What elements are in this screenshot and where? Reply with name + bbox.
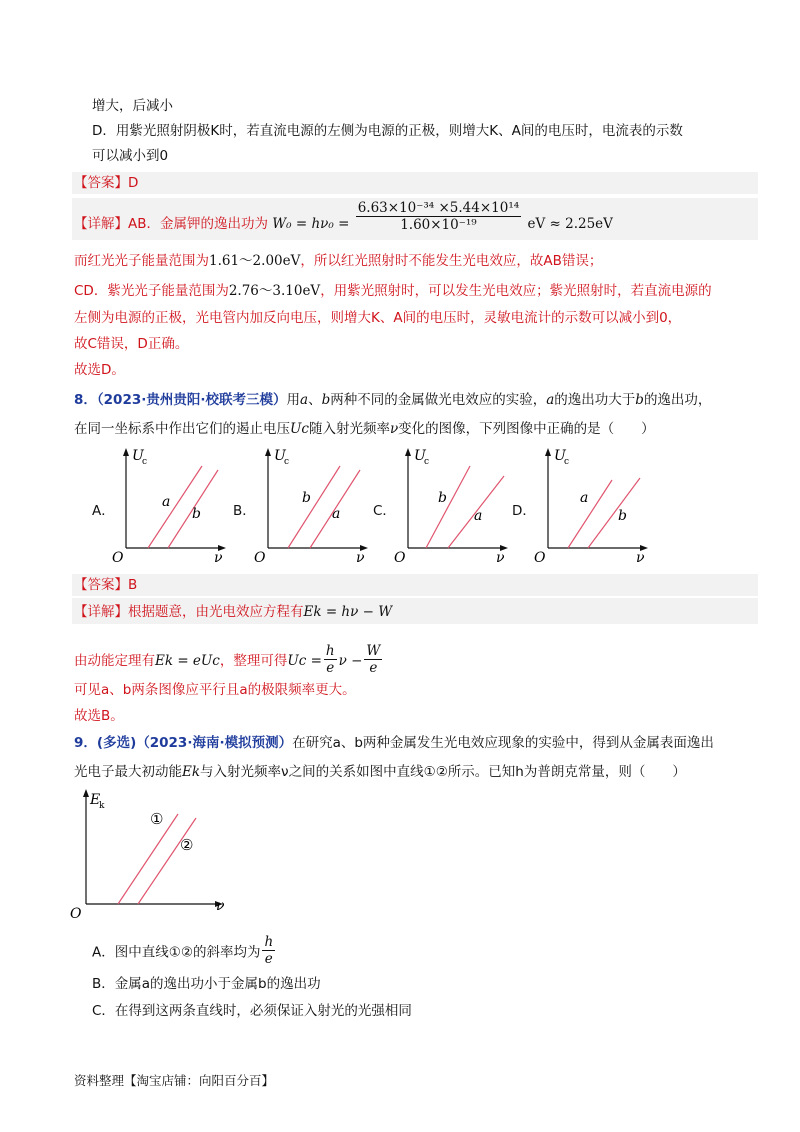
axis-y-sub: c — [424, 457, 430, 467]
q9-number: 9． — [74, 735, 97, 751]
formula-denominator: 1.60×10⁻¹⁹ — [400, 217, 477, 233]
q8-stem-1g: 的逸出功大于 — [554, 392, 636, 408]
frac-den-e2: e — [369, 660, 378, 676]
q8-option-c-label: C． — [373, 503, 396, 519]
formula-numerator: 6.63×10⁻³⁴ ×5.44×10¹⁴ — [357, 200, 520, 216]
y-arrow-icon — [545, 448, 551, 456]
axis-y-label: E — [90, 792, 101, 808]
prev-red-2 — [74, 281, 712, 301]
y-arrow-icon — [83, 789, 89, 797]
frac-den-e: e — [264, 951, 273, 967]
formula-rhs: eV ≈ 2.25eV — [527, 216, 613, 232]
prev-option-d-line1: D．用紫光照射阴极K时，若直流电源的左侧为电源的正极，则增大K、A间的电压时，电流表的示数 — [92, 123, 683, 139]
q9-stem-line1 — [74, 733, 714, 753]
q8-stem-1b: a — [300, 392, 309, 408]
q8-option-a-label: A． — [92, 503, 115, 519]
origin-label: O — [70, 906, 82, 918]
q8-stem-2d: ν — [389, 421, 399, 437]
upper-line-label: a — [162, 494, 171, 510]
q8-option-a-graph — [110, 446, 230, 566]
formula-lhs: W₀ = hν₀ = — [272, 216, 350, 232]
q8-option-d-graph — [532, 446, 652, 566]
q9-stem-2a: 光电子最大初动能 — [74, 764, 182, 780]
prev-option-d-line2: 可以减小到0 — [92, 148, 169, 164]
formula-fraction — [356, 200, 521, 233]
axis-x-label: ν — [356, 550, 365, 566]
prev-red-4: 故C错误，D正确。 — [74, 336, 189, 352]
q8-detail-d: 故选B。 — [74, 708, 124, 724]
axis-y-label: U — [132, 448, 144, 464]
axis-y-label: U — [274, 448, 286, 464]
q8-stem-1i: 的逸出功， — [643, 392, 712, 408]
q9-stem-1: 在研究a、b两种金属发生光电效应现象的实验中，得到从金属表面逸出 — [292, 735, 714, 751]
formula2-lhs: Uc = — [287, 653, 322, 669]
q8-stem-1f: a — [546, 392, 555, 408]
origin-label: O — [254, 550, 266, 566]
axis-y-label: U — [414, 448, 426, 464]
prev-red-2a: CD．紫光光子能量范围为 — [74, 283, 229, 299]
q9-option-a-frac — [262, 934, 275, 967]
q8-number: 8． — [74, 392, 97, 408]
q8-detail-b2: ，整理可得 — [219, 653, 288, 669]
axis-y-sub: k — [99, 801, 105, 811]
q9-option-a — [92, 936, 277, 969]
axis-x-label: ν — [214, 550, 223, 566]
q9-option-b: B．金属a的逸出功小于金属b的逸出功 — [92, 976, 321, 992]
axis-y-sub: c — [564, 457, 570, 467]
q9-option-a-text: A．图中直线①②的斜率均为 — [92, 944, 261, 961]
upper-line-label: b — [438, 490, 447, 506]
frac-num-h: h — [264, 934, 274, 950]
origin-label: O — [534, 550, 546, 566]
prev-red-1b: 1.61～2.00eV — [209, 253, 301, 269]
q8-option-d-label: D． — [512, 503, 536, 519]
origin-label: O — [112, 550, 124, 566]
prev-detail-formula — [272, 200, 613, 233]
frac-den-e: e — [326, 660, 335, 676]
formula2-frac-w-e — [364, 643, 382, 676]
q8-detail-a-formula: Ek = hν − W — [303, 604, 393, 620]
q9-stem-2b: Ek — [182, 764, 201, 780]
formula2-mid: ν − — [338, 653, 363, 669]
upper-line-label: b — [302, 490, 311, 506]
q9-multi: (多选) — [96, 735, 137, 751]
axis-y-sub: c — [142, 457, 148, 467]
q8-source: （2023·贵州贵阳·校联考三模） — [96, 392, 287, 408]
q8-stem-1d: b — [321, 392, 331, 408]
q9-option-c: C．在得到这两条直线时，必须保证入射光的光强相同 — [92, 1003, 412, 1019]
prev-red-5: 故选D。 — [74, 362, 125, 378]
prev-continuation: 增大，后减小 — [92, 98, 173, 114]
upper-line-label: a — [580, 490, 589, 506]
q8-stem-1c: 、 — [308, 392, 322, 408]
line-lower — [588, 478, 640, 548]
q9-stem-line2 — [74, 762, 686, 782]
q8-stem-2c: 随入射光频率 — [308, 421, 390, 437]
prev-red-1 — [74, 251, 602, 271]
q8-stem-line2 — [74, 419, 655, 439]
y-arrow-icon — [265, 448, 271, 456]
q8-detail-b-formula: Ek = eUc — [155, 653, 220, 669]
prev-red-1c: ，所以红光照射时不能发生光电效应，故AB错误； — [300, 253, 603, 269]
y-arrow-icon — [123, 448, 129, 456]
origin-label: O — [394, 550, 406, 566]
prev-red-2b: 2.76～3.10eV — [228, 283, 321, 299]
q8-answer-band — [72, 574, 758, 596]
lower-line-label: a — [332, 506, 341, 522]
axis-y-sub: c — [284, 457, 290, 467]
line-upper — [568, 480, 612, 548]
q9-source: （2023·海南·模拟预测） — [136, 735, 293, 751]
frac-num-h: h — [325, 643, 335, 659]
prev-answer: 【答案】D — [74, 175, 139, 191]
q8-stem-2a: 在同一坐标系中作出它们的遏止电压 — [74, 421, 290, 437]
q8-stem-2b: Uc — [290, 421, 309, 437]
prev-red-2c: ，用紫光照射时，可以发生光电效应；紫光照射时，若直流电源的 — [320, 283, 712, 299]
axis-x-label: ν — [636, 550, 645, 566]
q8-detail-c: 可见a、b两条图像应平行且a的极限频率更大。 — [74, 682, 356, 698]
q9-stem-2c: 与入射光频率ν之间的关系如图中直线①②所示。已知h为普朗克常量，则（ ） — [200, 764, 686, 780]
prev-detail — [74, 200, 613, 241]
lower-line-label: b — [618, 508, 627, 524]
q8-option-c-graph — [392, 446, 512, 566]
y-arrow-icon — [405, 448, 411, 456]
q8-detail-a-text: 【详解】根据题意，由光电效应方程有 — [74, 604, 304, 620]
q8-stem-1a: 用 — [286, 392, 300, 408]
q9-graph — [68, 786, 238, 918]
q8-stem-line1 — [74, 390, 711, 410]
q8-option-b-label: B． — [233, 503, 256, 519]
q8-stem-2e: 变化的图像，下列图像中正确的是（ ） — [398, 421, 655, 437]
q8-detail-b-text: 由动能定理有 — [74, 653, 155, 669]
lower-line-label: b — [192, 506, 201, 522]
prev-red-3: 左侧为电源的正极，光电管内加反向电压，则增大K、A间的电压时，灵敏电流计的示数可以减小到0， — [74, 310, 682, 326]
page-footer: 资料整理【淘宝店铺：向阳百分百】 — [74, 1073, 275, 1088]
formula2-frac-h-e — [324, 643, 337, 676]
q8-answer: 【答案】B — [74, 577, 138, 593]
axis-x-label: ν — [496, 550, 505, 566]
q8-detail-b — [74, 645, 384, 678]
prev-red-1a: 而红光光子能量范围为 — [74, 253, 209, 269]
axis-x-label: ν — [216, 898, 225, 914]
lower-line-label: a — [474, 508, 483, 524]
q8-option-b-graph — [252, 446, 372, 566]
line-1-label: ① — [150, 810, 164, 828]
line-2-label: ② — [180, 836, 194, 854]
frac-num-w: W — [366, 643, 381, 659]
axis-y-label: U — [554, 448, 566, 464]
q8-stem-1h: b — [635, 392, 644, 408]
prev-answer-band — [72, 172, 758, 194]
prev-detail-label: 【详解】AB．金属钾的逸出功为 — [74, 216, 268, 232]
q8-stem-1e: 两种不同的金属做光电效应的实验， — [330, 392, 547, 408]
line-upper — [426, 466, 470, 548]
q8-detail-a — [74, 602, 392, 622]
q8-detail-b-formula2 — [287, 643, 384, 676]
